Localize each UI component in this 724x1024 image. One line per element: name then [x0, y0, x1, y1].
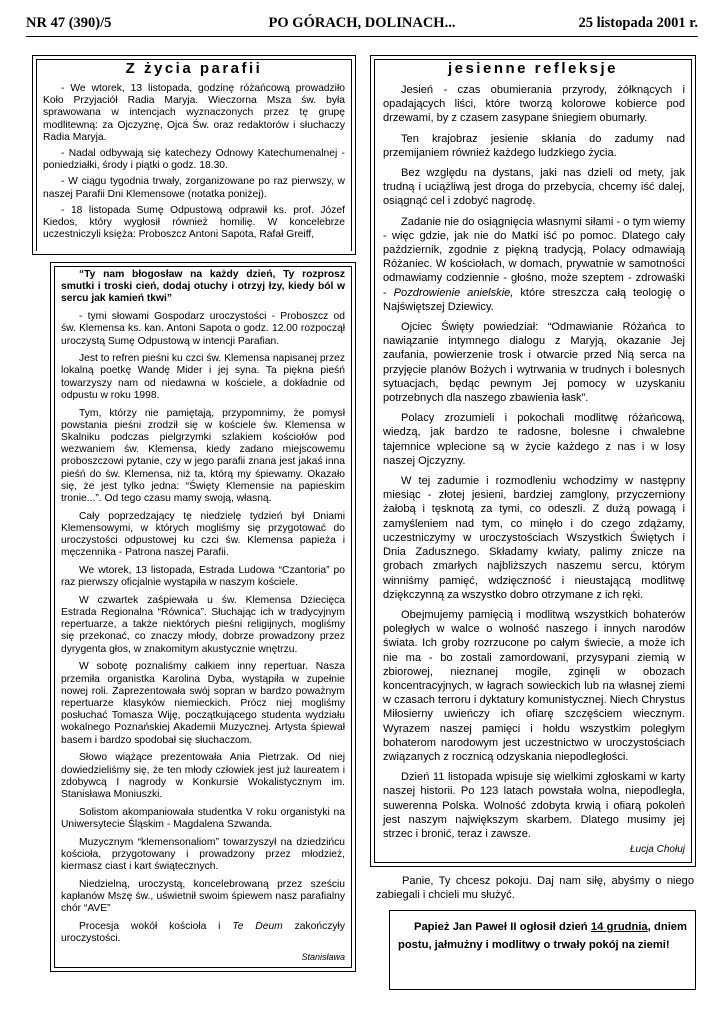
parish-life-box	[32, 55, 356, 255]
closing-paragraph	[61, 921, 345, 945]
rosary-paragraph	[383, 215, 685, 314]
paragraph: - We wtorek, 13 listopada, godzinę różańcową prowadziło Koło Przyjaciół Radia Maryja. Wieczorna Msza św. była sprawowana w intencjach wyznaczonych przez tę grupę modlitewną: za Ojczyznę, Ojca Św. oraz redaktorów i słuchaczy Radia Maryja.	[43, 83, 345, 143]
closing-italic: Te Deum	[232, 920, 283, 932]
clement-days-box	[50, 262, 356, 972]
announcement-end: , dniem postu, jałmużny i modlitwy o trwały pokój na ziemi!	[398, 921, 687, 951]
paragraph: We wtorek, 13 listopada, Estrada Ludowa “Czantoria” po raz pierwszy oficjalnie wystąpiła w naszym kościele.	[61, 564, 345, 589]
announcement-box	[389, 910, 696, 990]
issue-date: 25 listopada 2001 r.	[578, 15, 698, 31]
paragraph: Tym, którzy nie pamiętają, przypomnimy, że pomysł powstania pieśni zrodził się w kościele św. Klemensa w Skalniku podczas pielgrzymki szlakiem kościołów pod wezwaniem św. Klemensa, kiedy zadano miejscowemu proboszczowi pytanie, czy w jego parafii znana jest jakaś inna pieśń do św. Klemensa, niż ta, którą my śpiewamy. Okazało się, że jest tylko jedna: “Święty Klemensie na papieskim tronie...”. Od tego czasu mamy swoją, własną.	[61, 407, 345, 504]
paragraph: Cały poprzedzający tę niedzielę tydzień był Dniami Klemensowymi, w których mogliśmy się przygotować do uroczystości odpustowej ku czci św. Klemensa papieża i męczennika - Patrona naszej Parafii.	[61, 510, 345, 559]
paragraph: - tymi słowami Gospodarz uroczystości - Proboszcz od św. Klemensa ks. kan. Antoni Sapota o godz. 12.00 rozpoczął uroczystą Sumę Odpustową w intencji Parafian.	[61, 311, 345, 347]
paragraph: Polacy zrozumieli i pokochali modlitwę różańcową, wiedzą, jak bardzo te radosne, bolesne i chwalebne tajemnice wplecione są w życie każdego z nas i w losy naszej Ojczyzny.	[383, 412, 685, 467]
prayer-text: Panie, Ty chcesz pokoju. Daj nam siłę, abyśmy o niego zabiegali i chcieli mu służyć.	[376, 875, 694, 902]
signature: Stanisława	[301, 951, 345, 962]
paragraph: Jest to refren pieśni ku czci św. Klemensa napisanej przez lokalną poetkę Wandę Mider i jej syna. Ta piękna pieśń towarzyszy nam od niedawna w kościele, a dokładnie od odpustu w roku 1998.	[61, 353, 345, 401]
autumn-reflections-title: jesienne refleksje	[447, 60, 619, 77]
rosary-text: Zadanie nie do osiągnięcia własnymi siłami - o tym wiemy - więc gdzie, jak nie do Matki iść po pomoc. Dlatego cały październik, zgodnie z piękną tradycją, Polacy odmawiają Różaniec. W kościołach, w domach, prywatnie w samotności odmawiamy codziennie - głośno, może szeptem - zdrowaśki -	[383, 215, 685, 299]
paragraph: W tej zadumie i rozmodleniu wchodzimy w następny miesiąc - złotej jesieni, bardziej zamglony, przyczerniony żałobą i tęsknotą za tymi, co odeszli. Z dużą powagą i zamyśleniem nad tym, co minęło i do czego zdążamy, uczestniczymy w uroczystościach Wszystkich Świętych i Dnia Zadusznego. Składamy kwiaty, palimy znicze na grobach zmarłych najbliższych naszemu sercu, którym winniśmy pamięć, wdzięczność i nieustającą modlitwę dziękczynną za wszystko dobro otrzymane z ich ręki.	[383, 475, 685, 601]
paragraph: Słowo wiążące prezentowała Ania Pietrzak. Od niej dowiedzieliśmy się, że ten młody człowiek jest już laureatem i zdobywcą I nagrody w Konkursie Wokalistycznym im. Stanisława Moniuszki.	[61, 752, 345, 800]
announcement-start: Papież Jan Paweł II ogłosił dzień	[414, 921, 591, 933]
closing-text: Procesja wokół kościoła i	[79, 920, 233, 932]
paragraph: Ojciec Święty powiedział: “Odmawianie Różańca to nawiązanie intymnego dialogu z Maryją, okazanie Jej zaufania, powierzenie trosk i otwarcie przed Nią serca na przyjęcie planów Bożych i wytrwania w trudnych i bolesnych sytuacjach, będąc pewnym Jej pomocy w uzyskaniu potrzebnych dla naszego zbawienia łask”.	[383, 321, 685, 405]
clement-days-text	[61, 269, 345, 968]
paragraph: Obejmujemy pamięcią i modlitwą wszystkich bohaterów poległych w walce o wolność naszego i innych narodów świata. Ich groby rozrzucone po całym świecie, a może ich nie ma - bo zostali zamordowani, przysypani ziemią w zbiorowej, nieznanej mogile, zginęli w obozach koncentracyjnych, w łagrach sowieckich lub na własnej ziemi w czasach terroru i dyktatury komunistycznej. Niech Chrystus Miłosierny uwieńczy ich ofiarę szczęściem wiecznym. Wyrazem naszej pamięci i hołdu wszystkim poległym bohaterom narodowym jest uczestnictwo w uroczystościach związanych z rocznicą odzyskania niepodległości.	[383, 608, 685, 763]
header-rule	[26, 36, 698, 37]
paragraph: W sobotę poznaliśmy całkiem inny repertuar. Nasza przemiła organistka Karolina Dyba, wystąpiła w zupełnie nowej roli. Zaprezentowała swój sopran w bardzo poważnym repertuarze klasyków niemieckich. Prócz niej mogliśmy posłuchać Tomasza Wiję, początkującego studenta wydziału wokalnego Poznańskiej Akademii Muzycznej. Artysta śpiewał basem i bardzo spodobał się słuchaczom.	[61, 661, 345, 746]
issue-number: NR 47 (390)/5	[26, 15, 112, 31]
autumn-reflections-box	[370, 55, 696, 867]
lead-quote: “Ty nam błogosław na każdy dzień, Ty rozprosz smutki i troski cień, dodaj otuchy i otrzyj łzy, kiedy ból w sercu jak kamień tkwi”	[61, 269, 345, 305]
announcement-paragraph	[398, 919, 687, 954]
paragraph: Dzień 11 listopada wpisuje się wielkimi zgłoskami w karty naszej historii. Po 123 latach powstała wolna, niepodległa, suwerenna Polska. Wolność zdobyta krwią i ofiarą pokoleń jest naszym największym skarbem. Dlatego musimy jej strzec i bronić, teraz i zawsze.	[383, 771, 685, 840]
closing-text-end: zakończyły uroczystości.	[61, 920, 345, 944]
rosary-italic: Pozdrowienie anielskie,	[393, 286, 514, 299]
paragraph: - W ciągu tygodnia trwały, zorganizowane po raz pierwszy, w naszej Parafii Dni Klemensowe (notatka poniżej).	[43, 176, 345, 200]
rosary-text-end: które streszcza całą teologię o Najświętszej Dziewicy.	[383, 286, 686, 313]
paragraph: - Nadal odbywają się katechezy Odnowy Katechumenalnej - poniedziałki, środy i piątki o godz. 18.30.	[43, 148, 345, 172]
paragraph: Niedzielną, uroczystą, koncelebrowaną przez sześciu kapłanów Mszę św., uświetnił swoim śpiewem nasz parafialny chór “AVE”	[61, 878, 345, 915]
autumn-reflections-text	[383, 83, 685, 863]
signature: Łucja Chołuj	[629, 844, 685, 856]
announcement-date: 14 grudnia	[590, 921, 648, 933]
paragraph: Muzycznym “klemensonaliom” towarzyszył na dziedzińcu kościoła, przygotowany i prowadzony przez młodzież, kiermasz ciast i kart świątecznych.	[61, 836, 345, 872]
parish-life-title: Z życia parafii	[125, 60, 263, 77]
page-header	[26, 15, 698, 37]
paragraph: W czwartek zaśpiewała u św. Klemensa Dziecięca Estrada Regionalna “Równica”. Słuchając ich w tradycyjnym repertuarze, a także niektórych pieśni religijnych, mogliśmy się przekonać, co znaczy młody, dobrze prowadzony przez dyrygenta głos, w znakomitym akustycznie wnętrzu.	[61, 594, 345, 655]
paragraph: Solistom akompaniowała studentka V roku organistyki na Uniwersytecie Śląskim - Magdalena Szwanda.	[61, 806, 345, 830]
announcement-text	[398, 919, 687, 954]
publication-title: PO GÓRACH, DOLINACH...	[268, 15, 456, 31]
paragraph: Bez względu na dystans, jaki nas dzieli od mety, jak trudną i uciążliwą jest droga do przebycia, chcemy iść dalej, osiągnąć cel i zdobyć nagrodę.	[383, 167, 685, 208]
paragraph: - 18 listopada Sumę Odpustową odprawił ks. prof. Józef Kiedos, który wygłosił również homilię. W koncelebrze uczestniczyli księża: Proboszcz Antoni Sapota, Rafał Greiff,	[43, 204, 345, 241]
paragraph: Jesień - czas obumierania przyrody, żółknących i opadających liści, które tworzą kolorowe kobierce pod drzewami, by z czasem zasypane śniegiem obumarły.	[383, 84, 685, 125]
parish-life-text	[43, 83, 345, 245]
paragraph: Ten krajobraz jesienie skłania do zadumy nad przemijaniem również każdego ludzkiego życia.	[383, 132, 685, 159]
